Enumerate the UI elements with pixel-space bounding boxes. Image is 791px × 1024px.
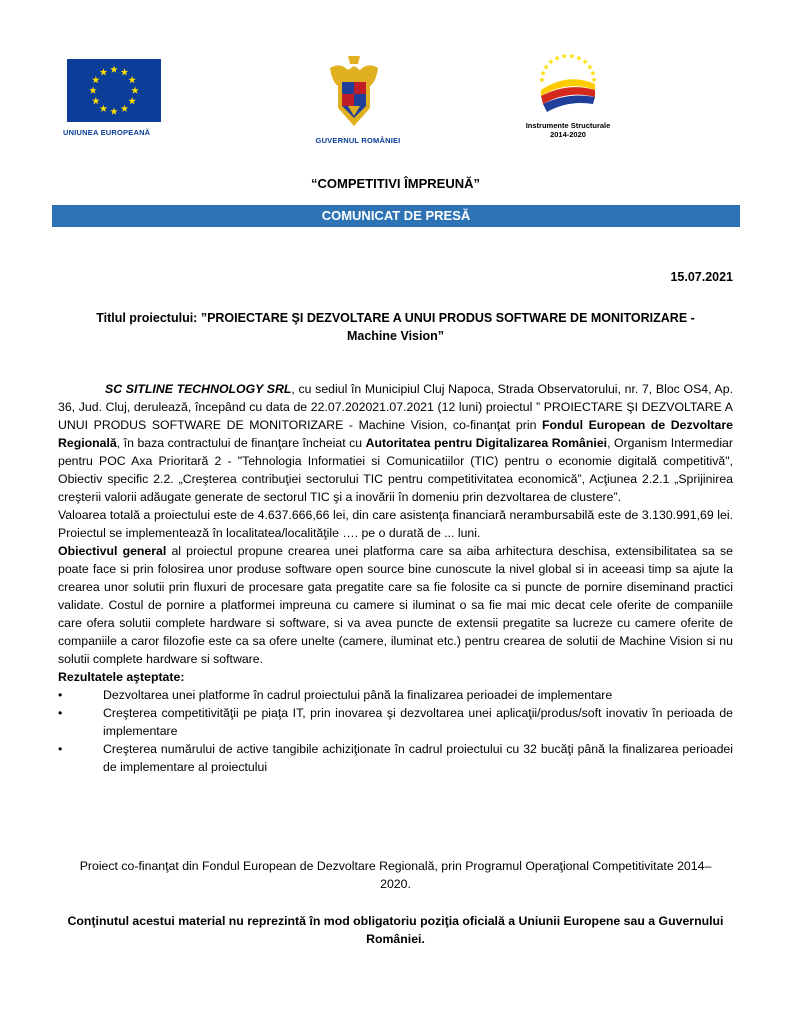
is-star-icon bbox=[587, 64, 593, 69]
is-star-icon bbox=[554, 55, 560, 60]
general-objective-text: al proiectul propune crearea unei platforma care sa aiba arhitectura deschisa, extensibilitatea sa se poate face si prin folosirea unor produse software open source bine cunoscute la nivel global si in aceeasi timp sa ajute la crearea unor solutii prin fluxuri de procesare gata pregatite care sa fie folosite ca si puncte de pornire diseminand practici validate. Costul de pornire a platformei impreuna cu camere si iluminat o sa fie mai mic decat cele oferite de companiile care ofera solutii complete hardware si software, si va avea puncte de extensii pregatite sa lucreze cu camere oferite de companiile a caror filozofie este ca sa ofere unelte (camere, iluminat etc.) pentru crearea de solutii de Machine Vision si nu solutii complete hardware si software. bbox=[58, 544, 733, 666]
structural-instruments-logo bbox=[531, 50, 605, 120]
is-star-icon bbox=[576, 55, 582, 60]
project-title: Titlul proiectului: ”PROIECTARE ŞI DEZVOLTARE A UNUI PRODUS SOFTWARE DE MONITORIZARE - Machine Vision” bbox=[96, 311, 695, 343]
results-heading: Rezultatele aşteptate: bbox=[58, 670, 185, 684]
description-text-b: , în baza contractului de finanţare încheiat cu bbox=[116, 436, 366, 450]
bullet-icon: • bbox=[58, 706, 63, 720]
is-star-icon bbox=[539, 77, 545, 82]
is-star-icon bbox=[590, 70, 596, 75]
is-label-line1: Instrumente Structurale bbox=[525, 121, 611, 130]
result-text: Creşterea numărului de active tangibile achiziţionate în cadrul proiectului cu 32 bucăţi până la finalizarea perioadei de implementare al proiectului bbox=[103, 742, 733, 774]
is-star-icon bbox=[569, 53, 575, 58]
structural-instruments-label bbox=[510, 121, 626, 139]
is-star-icon bbox=[548, 59, 554, 64]
bullet-icon: • bbox=[58, 742, 63, 756]
is-star-icon bbox=[540, 70, 546, 75]
result-item bbox=[58, 686, 733, 704]
general-objective-label: Obiectivul general bbox=[58, 544, 167, 558]
body-text bbox=[58, 380, 733, 776]
press-release-banner: COMUNICAT DE PRESĂ bbox=[52, 205, 740, 227]
authority-name: Autoritatea pentru Digitalizarea României bbox=[365, 436, 608, 450]
fund-name: Fondul European de Dezvoltare Regională bbox=[58, 418, 733, 450]
campaign-slogan: “COMPETITIVI ÎMPREUNĂ” bbox=[310, 176, 480, 191]
result-text: Creşterea competitivităţii pe piaţa IT, prin inovarea şi dezvoltarea unei aplicaţii/produs/soft inovativ în perioada de implementare bbox=[103, 706, 733, 738]
is-star-icon bbox=[561, 53, 567, 58]
eu-label: UNIUNEA EUROPEANĂ bbox=[63, 128, 151, 137]
is-star-icon bbox=[543, 64, 549, 69]
government-label: GUVERNUL ROMÂNIEI bbox=[315, 136, 401, 145]
disclaimer: Conţinutul acestui material nu reprezintă în mod obligatoriu poziţia oficială a Uniunii Europene sau a Guvernului României. bbox=[67, 914, 724, 946]
description-text-a: , cu sediul în Municipiul Cluj Napoca, Strada Observatorului, nr. 7, Bloc OS4, Ap. 36, Jud. Cluj, derulează, începând cu data de 22.07.202021.07.2021 (12 luni) proiectul ” PROIECTARE ŞI DEZVOLTARE A UNUI PRODUS SOFTWARE DE MONITORIZARE - Machine Vision, co-finanţat prin bbox=[58, 382, 733, 432]
general-objective-paragraph bbox=[58, 542, 733, 668]
description-text-c: , Organism Intermediar pentru POC Axa Prioritară 2 - "Tehnologia Informatiei si Comunicatiilor (TIC) pentru o economie digitală competitivă", Obiectiv specific 2.2. „Creşterea contribuţiei sectorului TIC pentru competitivitatea economică”, Acţiunea 2.2.1 „Sprijinirea creşterii valorii adăugate generate de sectorul TIC şi a inovării în domeniu prin dezvoltarea de clustere”. bbox=[58, 436, 733, 504]
eu-flag-logo bbox=[67, 59, 161, 122]
company-name: SC SITLINE TECHNOLOGY SRL bbox=[105, 382, 292, 396]
cofinancing-note: Proiect co-finanţat din Fondul European de Dezvoltare Regională, prin Programul Operaţional Competitivitate 2014–2020. bbox=[79, 859, 712, 891]
romanian-coat-of-arms-icon bbox=[326, 52, 382, 128]
project-description-paragraph bbox=[58, 380, 733, 506]
is-label-line2: 2014-2020 bbox=[550, 130, 586, 139]
result-item bbox=[58, 740, 733, 776]
project-value-paragraph: Valoarea totală a proiectului este de 4.637.666,66 lei, din care asistenţa financiară nerambursabilă este de 3.130.991,69 lei. Proiectul se implementează în localitatea/localităţile …. pe o durată de ... luni. bbox=[58, 508, 733, 540]
result-text: Dezvoltarea unei platforme în cadrul proiectului până la finalizarea perioadei de implementare bbox=[103, 688, 613, 702]
bullet-icon: • bbox=[58, 688, 63, 702]
release-date: 15.07.2021 bbox=[670, 270, 733, 284]
is-star-icon bbox=[591, 77, 597, 82]
is-star-icon bbox=[582, 59, 588, 64]
result-item bbox=[58, 704, 733, 740]
